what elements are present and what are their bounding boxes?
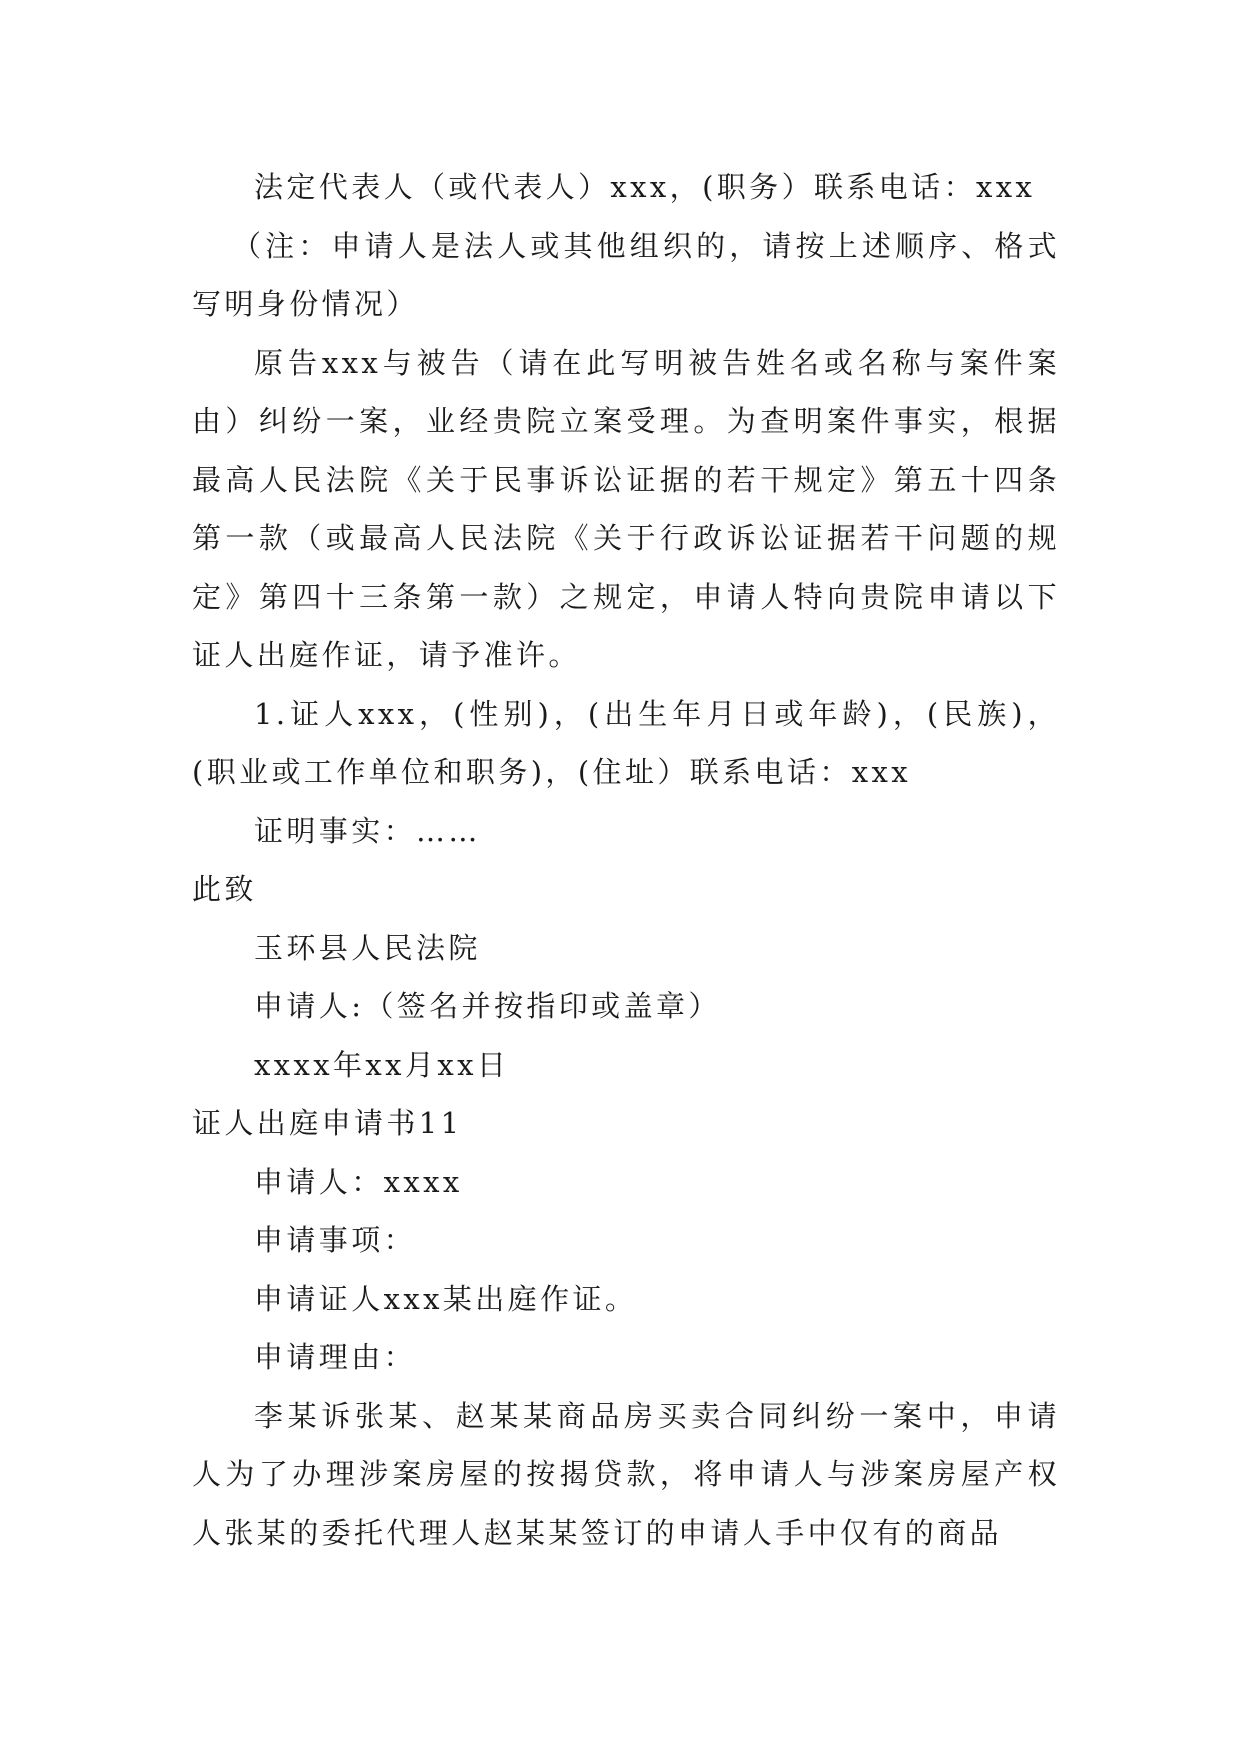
legal-representative-line: 法定代表人（或代表人）xxx，(职务）联系电话：xxx bbox=[254, 170, 1036, 204]
proof-facts: 证明事实：…… bbox=[254, 813, 481, 848]
application-matter-item: 申请证人xxx某出庭作证。 bbox=[254, 1281, 638, 1316]
application-reason-heading: 申请理由： bbox=[254, 1340, 417, 1374]
salutation: 此致 bbox=[192, 872, 257, 906]
court-name: 玉环县人民法院 bbox=[254, 930, 481, 965]
case-description: 李某诉张某、赵某某商品房买卖合同纠纷一案中，申请人为了办理涉案房屋的按揭贷款，将申请人与涉案房屋产权人张某的委托代理人赵某某签订的申请人手中仅有的商品 bbox=[192, 1398, 1060, 1550]
document-body bbox=[192, 158, 1060, 1562]
applicant-note: （注：申请人是法人或其他组织的，请按上述顺序、格式写明身份情况） bbox=[192, 228, 1060, 321]
applicant-name: 申请人：xxxx bbox=[254, 1164, 463, 1199]
application-matters-heading: 申请事项： bbox=[254, 1223, 417, 1257]
applicant-signature: 申请人:（签名并按指印或盖章） bbox=[254, 989, 721, 1023]
witness-entry: 1.证人xxx，(性别)，(出生年月日或年龄)，(民族)，(职业或工作单位和职务)，(住址）联系电话：xxx bbox=[192, 696, 1060, 789]
application-body: 原告xxx与被告（请在此写明被告姓名或名称与案件案由）纠纷一案，业经贵院立案受理。为查明案件事实，根据最高人民法院《关于民事诉讼证据的若干规定》第五十四条第一款（或最高人民法院《关于行政诉讼证据若干问题的规定》第四十三条第一款）之规定，申请人特向贵院申请以下证人出庭作证，请予准许。 bbox=[192, 345, 1060, 672]
section-title: 证人出庭申请书11 bbox=[192, 1106, 463, 1140]
date-line: xxxx年xx月xx日 bbox=[254, 1047, 510, 1082]
